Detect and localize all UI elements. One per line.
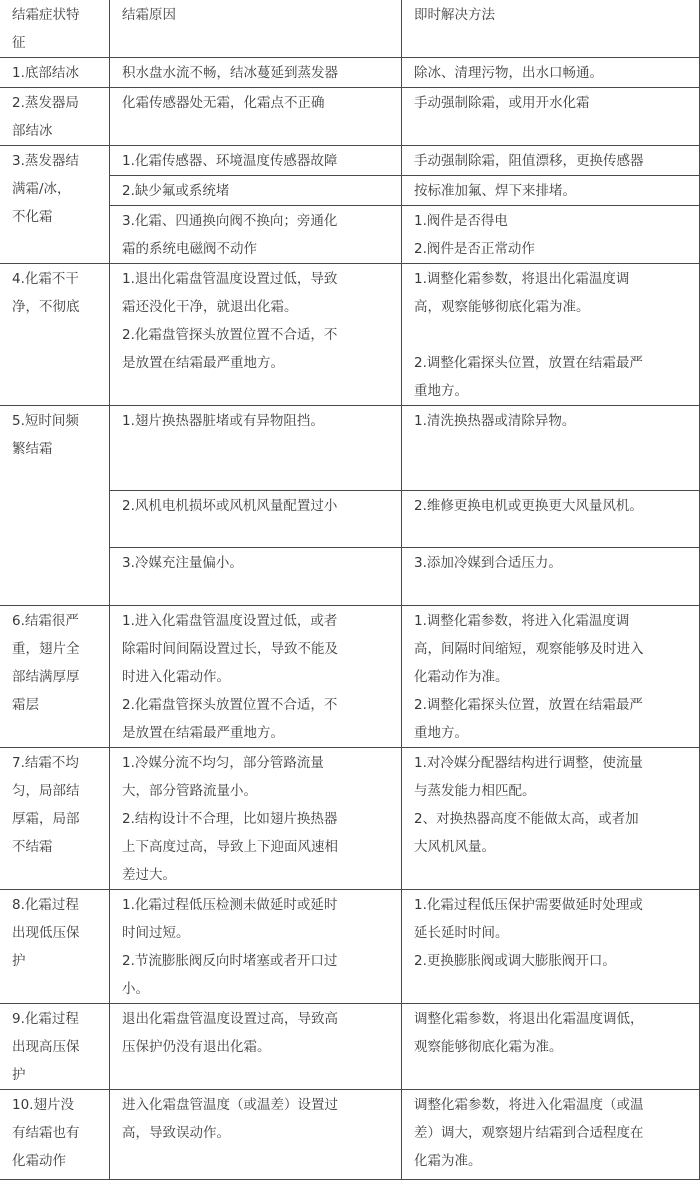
table-row	[0, 1090, 700, 1180]
solution-cell	[402, 406, 700, 491]
cell-line: 7.结霜不均	[12, 755, 79, 771]
cell-line: 重地方。	[414, 383, 468, 399]
cell-line: 1.化霜过程低压保护需要做延时处理或	[414, 897, 643, 913]
cell-line: 1.底部结冰	[12, 65, 79, 81]
cell-line: 重，翅片全	[12, 641, 80, 657]
solution-cell	[402, 548, 700, 606]
cell-line: 厚霜，局部	[12, 811, 80, 827]
cell-line: 霜还没化干净，就退出化霜。	[122, 299, 298, 315]
cell-line: 护	[12, 953, 26, 969]
solution-cell	[402, 58, 700, 88]
cell-line: 高，观察能够彻底化霜为准。	[414, 299, 590, 315]
cause-cell	[110, 88, 402, 146]
cell-line: 积水盘水流不畅，结冰蔓延到蒸发器	[122, 65, 338, 81]
cell-line: 2.缺少氟或系统堵	[122, 183, 230, 199]
cell-line: 延长延时时间。	[414, 925, 509, 941]
cell-line: 退出化霜盘管温度设置过高，导致高	[122, 1011, 338, 1027]
solution-cell	[402, 890, 700, 1004]
cell-line: 大风机风量。	[414, 839, 495, 855]
cell-line: 上下高度过高，导致上下迎面风速相	[122, 839, 338, 855]
cell-line: 1.退出化霜盘管温度设置过低，导致	[122, 271, 338, 287]
solution-cell	[402, 146, 700, 176]
cell-line: 1.调整化霜参数，将进入化霜温度调	[414, 613, 630, 629]
cell-line: 即时解决方法	[414, 7, 495, 23]
solution-cell	[402, 176, 700, 206]
table-row	[0, 1004, 700, 1090]
cell-line	[414, 321, 699, 349]
cell-line: 大，部分管路流量小。	[122, 783, 257, 799]
solution-cell	[402, 1090, 700, 1180]
table-row	[0, 890, 700, 1004]
cell-line: 护	[12, 1067, 26, 1083]
cell-line: 1.调整化霜参数，将退出化霜温度调	[414, 271, 630, 287]
table-row	[0, 606, 700, 748]
cell-line: 不化霜	[12, 209, 53, 225]
cell-line: 手动强制除霜，或用开水化霜	[414, 95, 590, 111]
solution-cell	[402, 264, 700, 406]
cell-line: 1.清洗换热器或清除异物。	[414, 413, 576, 429]
cell-line: 9.化霜过程	[12, 1011, 79, 1027]
cell-line: 高，导致误动作。	[122, 1125, 230, 1141]
header-symptom	[0, 0, 110, 58]
header-solution	[402, 0, 700, 58]
cell-line: 按标准加氟、焊下来排堵。	[414, 183, 576, 199]
cell-line: 征	[12, 35, 26, 51]
cell-line: 1.翅片换热器脏堵或有异物阻挡。	[122, 413, 324, 429]
cell-line: 高，间隔时间缩短，观察能够及时进入	[414, 641, 644, 657]
cell-line: 6.结霜很严	[12, 613, 79, 629]
solution-cell	[402, 491, 700, 548]
symptom-cell	[0, 748, 110, 890]
cell-line: 2.更换膨胀阀或调大膨胀阀开口。	[414, 953, 616, 969]
header-row	[0, 0, 700, 58]
table-row	[0, 748, 700, 890]
cause-cell	[110, 58, 402, 88]
symptom-cell	[0, 1090, 110, 1180]
cell-line: 5.短时间频	[12, 413, 79, 429]
cell-line: 2.调整化霜探头位置，放置在结霜最严	[414, 355, 643, 371]
cell-line: 2.调整化霜探头位置，放置在结霜最严	[414, 697, 643, 713]
cell-line: 部结冰	[12, 123, 53, 139]
cell-line: 1.阀件是否得电	[414, 213, 508, 229]
cell-line: 满霜/冰，	[12, 181, 71, 197]
cell-line: 3.蒸发器结	[12, 153, 79, 169]
solution-cell	[402, 748, 700, 890]
symptom-cell	[0, 264, 110, 406]
cell-line: 3.冷媒充注量偏小。	[122, 555, 243, 571]
cell-line: 是放置在结霜最严重地方。	[122, 355, 284, 371]
cell-line: 小。	[122, 981, 149, 997]
cause-cell	[110, 176, 402, 206]
cell-line: 1.化霜过程低压检测未做延时或延时	[122, 897, 338, 913]
cell-line: 1.进入化霜盘管温度设置过低，或者	[122, 613, 338, 629]
cell-line: 霜的系统电磁阀不动作	[122, 241, 257, 257]
cell-line: 差）调大，观察翅片结霜到合适程度在	[414, 1125, 644, 1141]
cell-line: 出现低压保	[12, 925, 80, 941]
cell-line: 不结霜	[12, 839, 53, 855]
symptom-cell	[0, 58, 110, 88]
cause-cell	[110, 1090, 402, 1180]
cell-line: 是放置在结霜最严重地方。	[122, 725, 284, 741]
cell-line: 化霜动作	[12, 1153, 66, 1169]
cell-line: 8.化霜过程	[12, 897, 79, 913]
cell-line: 手动强制除霜，阻值漂移，更换传感器	[414, 153, 644, 169]
cell-line: 3.添加冷媒到合适压力。	[414, 555, 562, 571]
cell-line: 1.化霜传感器、环境温度传感器故障	[122, 153, 338, 169]
cell-line: 霜层	[12, 697, 39, 713]
solution-cell	[402, 88, 700, 146]
cell-line: 结霜原因	[122, 7, 176, 23]
table-row	[0, 58, 700, 88]
cell-line: 时进入化霜动作。	[122, 669, 230, 685]
cell-line: 重地方。	[414, 725, 468, 741]
cell-line: 调整化霜参数，将进入化霜温度（或温	[414, 1097, 644, 1113]
header-cause	[110, 0, 402, 58]
cause-cell	[110, 548, 402, 606]
symptom-cell	[0, 1004, 110, 1090]
cell-line: 1.对冷媒分配器结构进行调整，使流量	[414, 755, 643, 771]
cause-cell	[110, 264, 402, 406]
cell-line: 压保护仍没有退出化霜。	[122, 1039, 271, 1055]
cell-line: 调整化霜参数，将退出化霜温度调低，	[414, 1011, 644, 1027]
cell-line: 进入化霜盘管温度（或温差）设置过	[122, 1097, 338, 1113]
cause-cell	[110, 491, 402, 548]
cell-line: 化霜动作为准。	[414, 669, 509, 685]
symptom-cell	[0, 890, 110, 1004]
cell-line: 除霜时间间隔设置过长，导致不能及	[122, 641, 338, 657]
solution-cell	[402, 1004, 700, 1090]
cell-line: 2.化霜盘管探头放置位置不合适，不	[122, 697, 338, 713]
solution-cell	[402, 206, 700, 264]
cell-line: 2.阀件是否正常动作	[414, 241, 535, 257]
cell-line: 3.化霜、四通换向阀不换向；旁通化	[122, 213, 338, 229]
symptom-cell	[0, 146, 110, 264]
cause-cell	[110, 206, 402, 264]
cell-line: 与蒸发能力相匹配。	[414, 783, 536, 799]
cell-line: 2.风机电机损坏或风机风量配置过小	[122, 498, 338, 514]
cell-line: 差过大。	[122, 867, 176, 883]
table-row	[0, 146, 700, 176]
cell-line: 匀，局部结	[12, 783, 80, 799]
cause-cell	[110, 890, 402, 1004]
cell-line: 2.结构设计不合理，比如翅片换热器	[122, 811, 338, 827]
symptom-cell	[0, 88, 110, 146]
cell-line: 净，不彻底	[12, 299, 80, 315]
cell-line: 观察能够彻底化霜为准。	[414, 1039, 563, 1055]
cell-line: 结霜症状特	[12, 7, 80, 23]
cell-line: 10.翅片没	[12, 1097, 74, 1113]
cell-line: 2.维修更换电机或更换更大风量风机。	[414, 498, 643, 514]
table-row	[0, 406, 700, 491]
cell-line: 化霜为准。	[414, 1153, 482, 1169]
cell-line: 2.节流膨胀阀反向时堵塞或者开口过	[122, 953, 338, 969]
cell-line: 时间过短。	[122, 925, 190, 941]
cause-cell	[110, 146, 402, 176]
cause-cell	[110, 606, 402, 748]
table-row	[0, 88, 700, 146]
cell-line: 2.化霜盘管探头放置位置不合适，不	[122, 327, 338, 343]
table-row	[0, 264, 700, 406]
solution-cell	[402, 606, 700, 748]
cell-line: 有结霜也有	[12, 1125, 80, 1141]
cell-line: 2.蒸发器局	[12, 95, 79, 111]
cell-line: 部结满厚厚	[12, 669, 80, 685]
cell-line: 除冰、清理污物，出水口畅通。	[414, 65, 603, 81]
cell-line: 化霜传感器处无霜，化霜点不正确	[122, 95, 325, 111]
cell-line: 繁结霜	[12, 441, 53, 457]
cause-cell	[110, 1004, 402, 1090]
cell-line: 4.化霜不干	[12, 271, 79, 287]
symptom-cell	[0, 606, 110, 748]
cause-cell	[110, 406, 402, 491]
cell-line: 1.冷媒分流不均匀，部分管路流量	[122, 755, 324, 771]
cell-line: 2、对换热器高度不能做太高，或者加	[414, 811, 639, 827]
symptom-cell	[0, 406, 110, 606]
cause-cell	[110, 748, 402, 890]
cell-line: 出现高压保	[12, 1039, 80, 1055]
